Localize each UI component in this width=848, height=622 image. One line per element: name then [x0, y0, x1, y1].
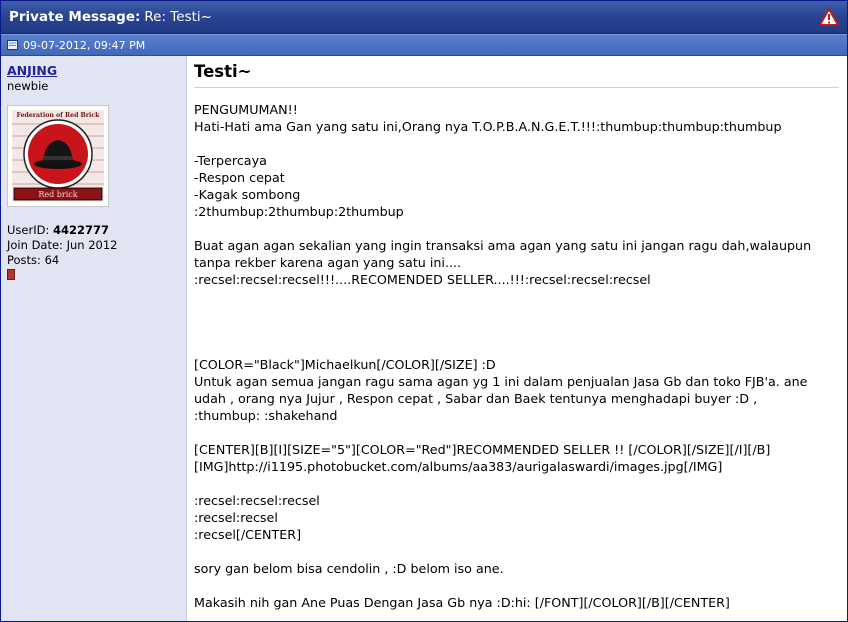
message-title: Testi~	[194, 62, 839, 88]
user-sidebar	[1, 56, 187, 621]
post-count: Posts: 64	[7, 253, 60, 267]
user-title: newbie	[7, 79, 49, 93]
post-datetime: 09-07-2012, 09:47 PM	[23, 38, 146, 52]
userid-label: UserID:	[7, 223, 50, 237]
username-link[interactable]: ANJING	[7, 63, 58, 78]
avatar-caption-bottom: Red brick	[38, 190, 78, 199]
avatar-caption-top: Federation of Red Brick	[16, 112, 100, 119]
reputation-icon	[7, 269, 15, 280]
message-main	[187, 56, 847, 621]
post-content	[1, 56, 847, 621]
userid-value: 4422777	[53, 223, 110, 237]
join-date: Join Date: Jun 2012	[7, 238, 118, 252]
message-body: PENGUMUMAN!! Hati-Hati ama Gan yang satu ini,Orang nya T.O.P.B.A.N.G.E.T.!!!:thumbup:thumbup:thumbup -Terpercaya -Respon cepat -Kagak sombong :2thumbup:2thumbup:2thumbup Buat agan agan sekalian yang ingin transaksi ama agan yang satu ini jangan ragu dah,walaupun tanpa rekber karena agan yang satu ini.... :recsel:recsel:recsel!!!....RECOMENDED SELLER....!!!:recsel:recsel:recsel [COLOR="Black"]Michaelkun[/COLOR][/SIZE] :D Untuk agan semua jangan ragu sama agan yg 1 ini dalam penjualan Jasa Gb dan toko FJB'a. ane udah , orang nya Jujur , Respon cepat , Sabar dan Baek tentunya menghadapi buyer :D , :thumbup: :shakehand [CENTER][B][I][SIZE="5"][COLOR="Red"]RECOMMENDED SELLER !! [/COLOR][/SIZE][/I][/B] [IMG]http://i1195.photobucket.com/albums/aa383/aurigalaswardi/images.jpg[/IMG] :recsel:recsel:recsel :recsel:recsel :recsel[/CENTER] sory gan belom bisa cendolin , :D belom iso ane. Makasih nih gan Ane Puas Dengan Jasa Gb nya :D:hi: [/FONT][/COLOR][/B][/CENTER]	[194, 102, 812, 610]
title-bar	[1, 1, 847, 34]
title-prefix: Private Message:	[9, 9, 141, 25]
warning-icon[interactable]	[819, 7, 839, 27]
post-icon	[7, 40, 18, 50]
user-id-line	[7, 223, 180, 238]
user-info	[7, 223, 180, 280]
message-subject: Re: Testi~	[144, 9, 212, 25]
post-date-bar	[1, 34, 847, 56]
user-avatar[interactable]	[7, 105, 109, 207]
